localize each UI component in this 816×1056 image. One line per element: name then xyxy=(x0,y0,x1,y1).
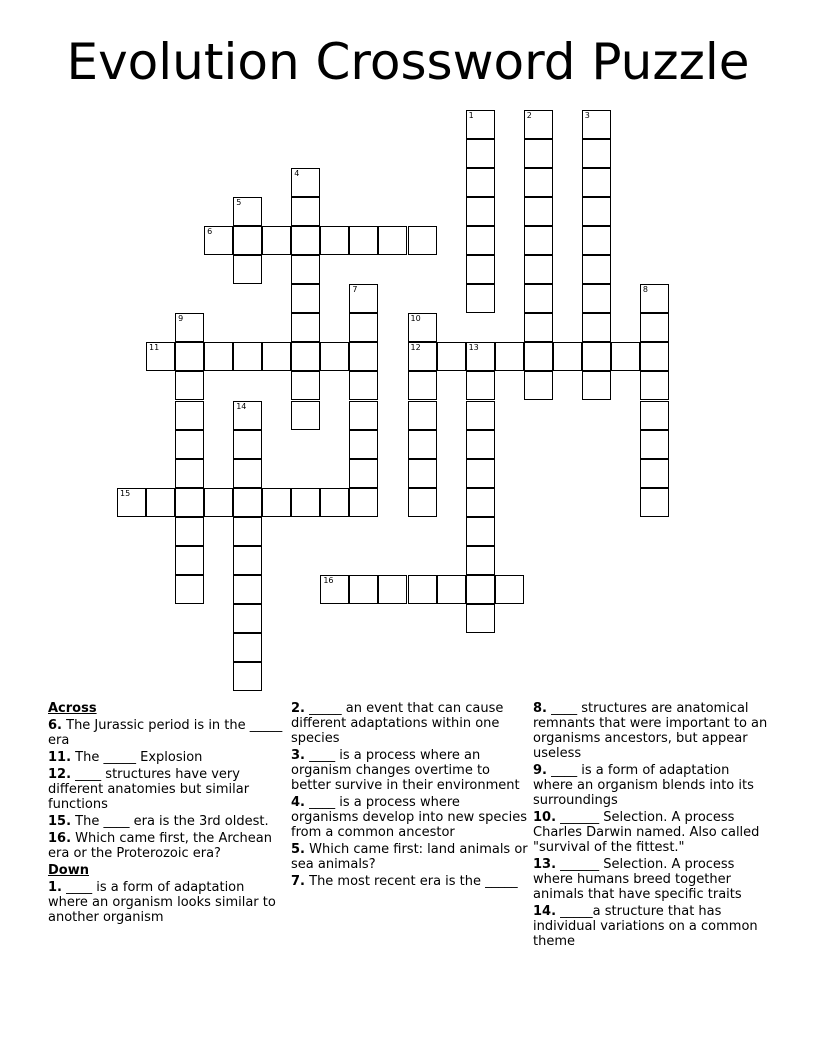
grid-cell[interactable] xyxy=(146,488,175,517)
grid-cell[interactable] xyxy=(233,197,262,226)
grid-cell[interactable] xyxy=(378,226,407,255)
grid-cell[interactable] xyxy=(466,604,495,633)
grid-cell[interactable] xyxy=(146,342,175,371)
grid-cell[interactable] xyxy=(408,575,437,604)
clue-down-14: 14. _____a structure that has individual variations on a common theme xyxy=(533,904,758,949)
grid-cell[interactable] xyxy=(233,226,262,255)
grid-cell[interactable] xyxy=(524,226,553,255)
clue-number: 5 xyxy=(236,198,242,208)
grid-cell[interactable] xyxy=(233,430,262,459)
grid-cell[interactable] xyxy=(204,226,233,255)
grid-cell[interactable] xyxy=(640,313,669,342)
clue-number: 15 xyxy=(120,488,131,498)
grid-cell[interactable] xyxy=(466,342,495,371)
grid-cell[interactable] xyxy=(262,488,291,517)
grid-cell[interactable] xyxy=(291,371,320,400)
grid-cell[interactable] xyxy=(233,633,262,662)
grid-cell[interactable] xyxy=(175,430,204,459)
grid-cell[interactable] xyxy=(408,371,437,400)
grid-cell[interactable] xyxy=(437,575,466,604)
grid-cell[interactable] xyxy=(320,488,349,517)
grid-cell[interactable] xyxy=(466,226,495,255)
clue-number: 16 xyxy=(323,575,334,585)
grid-cell[interactable] xyxy=(466,255,495,284)
grid-cell[interactable] xyxy=(233,575,262,604)
clue-down-2: 2. _____ an event that can cause different adaptations within one species xyxy=(291,701,504,746)
grid-cell[interactable] xyxy=(640,342,669,371)
grid-cell[interactable] xyxy=(233,459,262,488)
grid-cell[interactable] xyxy=(437,342,466,371)
grid-cell[interactable] xyxy=(582,139,611,168)
grid-cell[interactable] xyxy=(320,575,349,604)
grid-cell[interactable] xyxy=(233,546,262,575)
grid-cell[interactable] xyxy=(582,313,611,342)
grid-cell[interactable] xyxy=(233,604,262,633)
clue-column-3 xyxy=(533,701,773,951)
grid-cell[interactable] xyxy=(640,284,669,313)
grid-cell[interactable] xyxy=(175,575,204,604)
grid-cell[interactable] xyxy=(466,284,495,313)
grid-cell[interactable] xyxy=(233,255,262,284)
grid-cell[interactable] xyxy=(262,226,291,255)
grid-cell[interactable] xyxy=(466,401,495,430)
grid-cell[interactable] xyxy=(204,488,233,517)
grid-cell[interactable] xyxy=(466,488,495,517)
grid-cell[interactable] xyxy=(466,110,495,139)
clue-column-2 xyxy=(291,701,531,891)
grid-cell[interactable] xyxy=(233,517,262,546)
grid-cell[interactable] xyxy=(524,313,553,342)
grid-cell[interactable] xyxy=(349,371,378,400)
grid-cell[interactable] xyxy=(349,226,378,255)
grid-cell[interactable] xyxy=(175,517,204,546)
grid-cell[interactable] xyxy=(291,168,320,197)
clue-number: 8 xyxy=(642,285,648,295)
clue-across-16: 16. Which came first, the Archean era or the Proterozoic era? xyxy=(48,831,272,861)
grid-cell[interactable] xyxy=(408,226,437,255)
grid-cell[interactable] xyxy=(611,342,640,371)
clue-number: 14 xyxy=(236,401,247,411)
grid-cell[interactable] xyxy=(524,371,553,400)
grid-cell[interactable] xyxy=(349,401,378,430)
grid-cell[interactable] xyxy=(291,313,320,342)
grid-cell[interactable] xyxy=(233,342,262,371)
grid-cell[interactable] xyxy=(291,488,320,517)
grid-cell[interactable] xyxy=(233,662,262,691)
clue-down-3: 3. ____ is a process where an organism changes overtime to better survive in their environment xyxy=(291,748,520,793)
clue-number: 1 xyxy=(468,111,474,120)
grid-cell[interactable] xyxy=(640,401,669,430)
grid-cell[interactable] xyxy=(582,284,611,313)
grid-cell[interactable] xyxy=(408,488,437,517)
grid-cell[interactable] xyxy=(524,284,553,313)
clue-number: 12 xyxy=(410,343,421,353)
grid-cell[interactable] xyxy=(175,401,204,430)
grid-cell[interactable] xyxy=(175,342,204,371)
grid-cell[interactable] xyxy=(553,342,582,371)
clue-across-15: 15. The ____ era is the 3rd oldest. xyxy=(48,814,269,829)
grid-cell[interactable] xyxy=(466,139,495,168)
grid-cell[interactable] xyxy=(466,575,495,604)
grid-cell[interactable] xyxy=(466,168,495,197)
grid-cell[interactable] xyxy=(408,430,437,459)
grid-cell[interactable] xyxy=(349,488,378,517)
grid-cell[interactable] xyxy=(262,342,291,371)
clue-number: 9 xyxy=(178,314,184,324)
puzzle-title: Evolution Crossword Puzzle xyxy=(66,33,750,91)
grid-cell[interactable] xyxy=(582,342,611,371)
grid-cell[interactable] xyxy=(582,168,611,197)
clue-down-1: 1. ____ is a form of adaptation where an organism looks similar to another organism xyxy=(48,880,276,925)
grid-cell[interactable] xyxy=(640,488,669,517)
grid-cell[interactable] xyxy=(408,342,437,371)
grid-cell[interactable] xyxy=(640,430,669,459)
clue-number: 2 xyxy=(526,111,532,120)
grid-cell[interactable] xyxy=(291,342,320,371)
grid-cell[interactable] xyxy=(320,342,349,371)
clue-down-9: 9. ____ is a form of adaptation where an organism blends into its surroundings xyxy=(533,763,754,808)
grid-cell[interactable] xyxy=(582,255,611,284)
grid-cell[interactable] xyxy=(291,226,320,255)
clue-number: 10 xyxy=(410,314,421,324)
grid-cell[interactable] xyxy=(233,488,262,517)
clue-down-13: 13. ______ Selection. A process where humans breed together animals that have specific traits xyxy=(533,857,742,902)
grid-cell[interactable] xyxy=(291,197,320,226)
clue-number: 4 xyxy=(294,169,300,179)
grid-cell[interactable] xyxy=(408,401,437,430)
across-heading: Across xyxy=(48,701,97,716)
clue-down-7: 7. The most recent era is the _____ xyxy=(291,874,518,889)
grid-cell[interactable] xyxy=(349,284,378,313)
grid-cell[interactable] xyxy=(408,459,437,488)
grid-cell[interactable] xyxy=(582,197,611,226)
clue-across-6: 6. The Jurassic period is in the _____ era xyxy=(48,718,283,748)
grid-cell[interactable] xyxy=(466,197,495,226)
grid-cell[interactable] xyxy=(378,575,407,604)
grid-cell[interactable] xyxy=(524,255,553,284)
clue-down-10: 10. ______ Selection. A process Charles Darwin named. Also called "survival of the fittest." xyxy=(533,810,760,855)
grid-cell[interactable] xyxy=(175,488,204,517)
grid-cell[interactable] xyxy=(495,342,524,371)
grid-cell[interactable] xyxy=(408,313,437,342)
grid-cell[interactable] xyxy=(175,546,204,575)
grid-cell[interactable] xyxy=(582,371,611,400)
grid-cell[interactable] xyxy=(349,342,378,371)
grid-cell[interactable] xyxy=(524,139,553,168)
grid-cell[interactable] xyxy=(524,110,553,139)
grid-cell[interactable] xyxy=(204,342,233,371)
grid-cell[interactable] xyxy=(291,284,320,313)
grid-cell[interactable] xyxy=(233,401,262,430)
grid-cell[interactable] xyxy=(495,575,524,604)
clue-down-4: 4. ____ is a process where organisms develop into new species from a common ancestor xyxy=(291,795,527,840)
grid-cell[interactable] xyxy=(117,488,146,517)
clue-down-5: 5. Which came first: land animals or sea animals? xyxy=(291,842,528,872)
grid-cell[interactable] xyxy=(349,430,378,459)
down-heading: Down xyxy=(48,863,89,878)
grid-cell[interactable] xyxy=(524,168,553,197)
clue-number: 6 xyxy=(207,227,213,237)
grid-cell[interactable] xyxy=(349,459,378,488)
clue-across-12: 12. ____ structures have very different anatomies but similar functions xyxy=(48,767,250,812)
grid-cell[interactable] xyxy=(466,546,495,575)
grid-cell[interactable] xyxy=(466,371,495,400)
grid-cell[interactable] xyxy=(466,459,495,488)
grid-cell[interactable] xyxy=(582,226,611,255)
clue-number: 3 xyxy=(584,111,590,120)
grid-cell[interactable] xyxy=(291,401,320,430)
grid-cell[interactable] xyxy=(291,255,320,284)
clue-across-11: 11. The _____ Explosion xyxy=(48,750,203,765)
grid-cell[interactable] xyxy=(349,313,378,342)
grid-cell[interactable] xyxy=(175,313,204,342)
grid-cell[interactable] xyxy=(466,517,495,546)
grid-cell[interactable] xyxy=(524,342,553,371)
grid-cell[interactable] xyxy=(466,430,495,459)
clue-number: 7 xyxy=(352,285,358,295)
grid-cell[interactable] xyxy=(320,226,349,255)
grid-cell[interactable] xyxy=(524,197,553,226)
clue-number: 11 xyxy=(149,343,160,353)
grid-cell[interactable] xyxy=(582,110,611,139)
clue-number: 13 xyxy=(468,343,479,353)
grid-cell[interactable] xyxy=(349,575,378,604)
clue-column-1 xyxy=(48,701,288,927)
grid-cell[interactable] xyxy=(175,459,204,488)
clue-down-8: 8. ____ structures are anatomical remnants that were important to an organisms ancestors, but appear useless xyxy=(533,701,768,761)
grid-cell[interactable] xyxy=(640,371,669,400)
grid-cell[interactable] xyxy=(175,371,204,400)
grid-cell[interactable] xyxy=(640,459,669,488)
